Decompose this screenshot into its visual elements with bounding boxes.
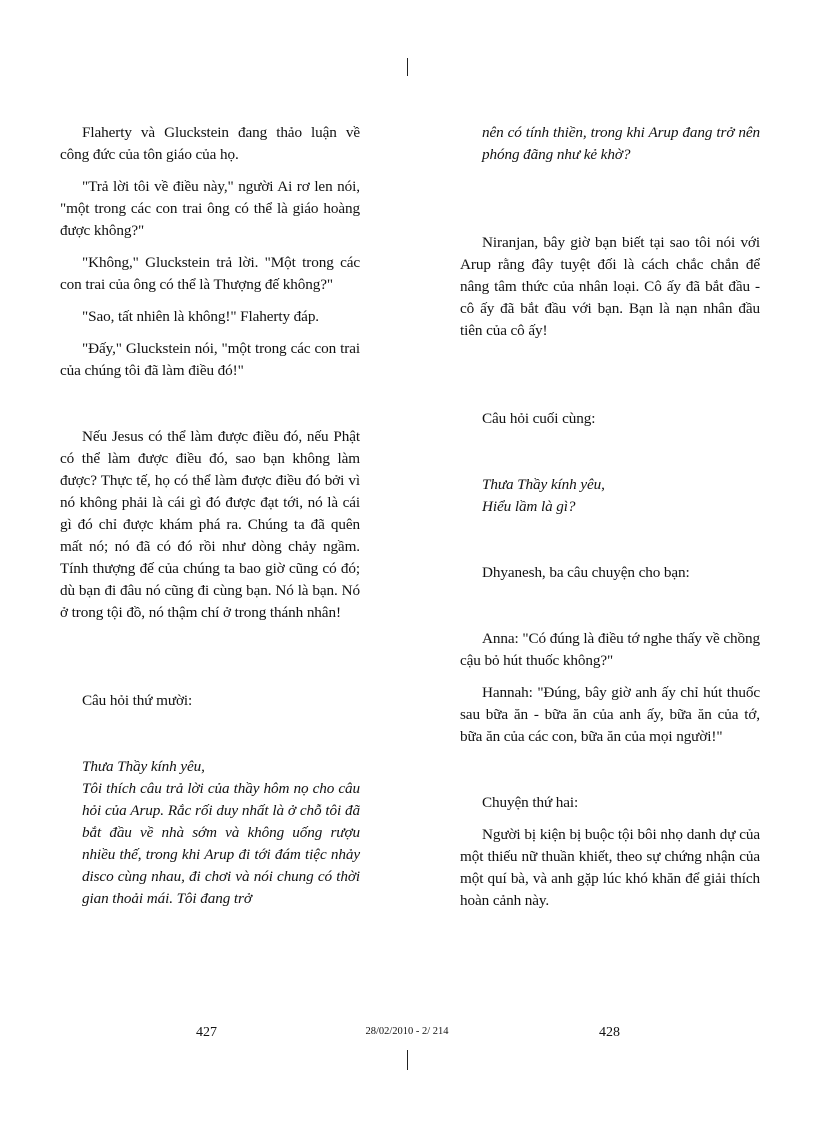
spacer — [60, 624, 360, 690]
spacer — [460, 584, 760, 628]
paragraph: Hannah: "Đúng, bây giờ anh ấy chỉ hút thuốc sau bữa ăn - bữa ăn của anh ấy, bữa ăn của tớ, bữa ăn của các con, bữa ăn của mọi người!" — [460, 684, 760, 745]
question-text: Hiểu lầm là gì? — [482, 498, 576, 515]
page-number-left: 427 — [196, 1025, 217, 1040]
spacer — [460, 748, 760, 792]
spacer — [460, 430, 760, 474]
paragraph: "Đấy," Gluckstein nói, "một trong các con trai của chúng tôi đã làm điều đó!" — [60, 340, 360, 379]
paragraph: "Sao, tất nhiên là không!" Flaherty đáp. — [82, 308, 320, 325]
question-heading: Câu hỏi cuối cùng: — [482, 410, 596, 427]
paragraph: "Trả lời tôi về điều này," người Ai rơ len nói, "một trong các con trai ông có thể là giáo hoàng được không?" — [60, 178, 360, 239]
spacer — [460, 342, 760, 408]
page-number-right: 428 — [599, 1025, 620, 1040]
left-page-column — [60, 122, 360, 910]
spacer — [460, 166, 760, 232]
fold-mark-top — [407, 58, 408, 76]
paragraph: Dhyanesh, ba câu chuyện cho bạn: — [482, 564, 690, 581]
question-salutation: Thưa Thầy kính yêu, — [82, 758, 205, 775]
paragraph: Flaherty và Gluckstein đang thảo luận về công đức của tôn giáo của họ. — [60, 124, 360, 163]
fold-mark-bottom — [407, 1050, 408, 1070]
question-body: Tôi thích câu trả lời của thầy hôm nọ cho câu hỏi của Arup. Rắc rối duy nhất là ở chỗ tôi đã bắt đầu về nhà sớm và không uống rượu nhiều thế, trong khi Arup đi tới đám tiệc nhảy disco cùng nhau, đi chơi và nói chung có thời gian thoải mái. Tôi đang trở — [82, 780, 360, 907]
right-page-column — [460, 122, 760, 912]
paragraph: Niranjan, bây giờ bạn biết tại sao tôi nói với Arup rằng đây tuyệt đối là cách chắc chắn để nâng tâm thức của nhân loại. Cô ấy đã bắt đầu - cô ấy đã bắt đầu với bạn. Bạn là nạn nhân đầu tiên của cô ấy! — [460, 234, 760, 339]
paragraph: "Không," Gluckstein trả lời. "Một trong các con trai của ông có thể là Thượng đế không?" — [60, 254, 360, 293]
question-salutation: Thưa Thầy kính yêu, — [482, 476, 605, 493]
paragraph: Anna: "Có đúng là điều tớ nghe thấy về chồng cậu bỏ hút thuốc không?" — [460, 630, 760, 669]
spacer — [60, 712, 360, 756]
paragraph: Người bị kiện bị buộc tội bôi nhọ danh dự của một thiếu nữ thuần khiết, theo sự chứng nhận của một quí bà, và anh gặp lúc khó khăn để giải thích hoàn cảnh này. — [460, 826, 760, 909]
question-heading: Câu hỏi thứ mười: — [82, 692, 193, 709]
spacer — [60, 382, 360, 426]
story-heading: Chuyện thứ hai: — [482, 794, 579, 811]
paragraph: Nếu Jesus có thể làm được điều đó, nếu Phật có thể làm được điều đó, sao bạn không làm được? Thực tế, họ có thể làm được điều đó bởi vì nó không phải là cái gì đó được đạt tới, nó là cái gì đó chỉ được khám phá ra. Chúng ta đã quên mất nó; nó đã có đó rồi như dòng chảy ngầm. Tính thượng đế của chúng ta bao giờ cũng có đó; dù bạn đi đâu nó cũng đi cùng bạn. Nó là bạn. Nó ở trong tội đồ, nó thậm chí ở trong thánh nhân! — [60, 428, 360, 621]
footer-date: 28/02/2010 - 2/ 214 — [365, 1026, 449, 1037]
spacer — [460, 518, 760, 562]
question-continuation: nên có tính thiền, trong khi Arup đang trở nên phóng đãng như kẻ khờ? — [482, 124, 760, 163]
